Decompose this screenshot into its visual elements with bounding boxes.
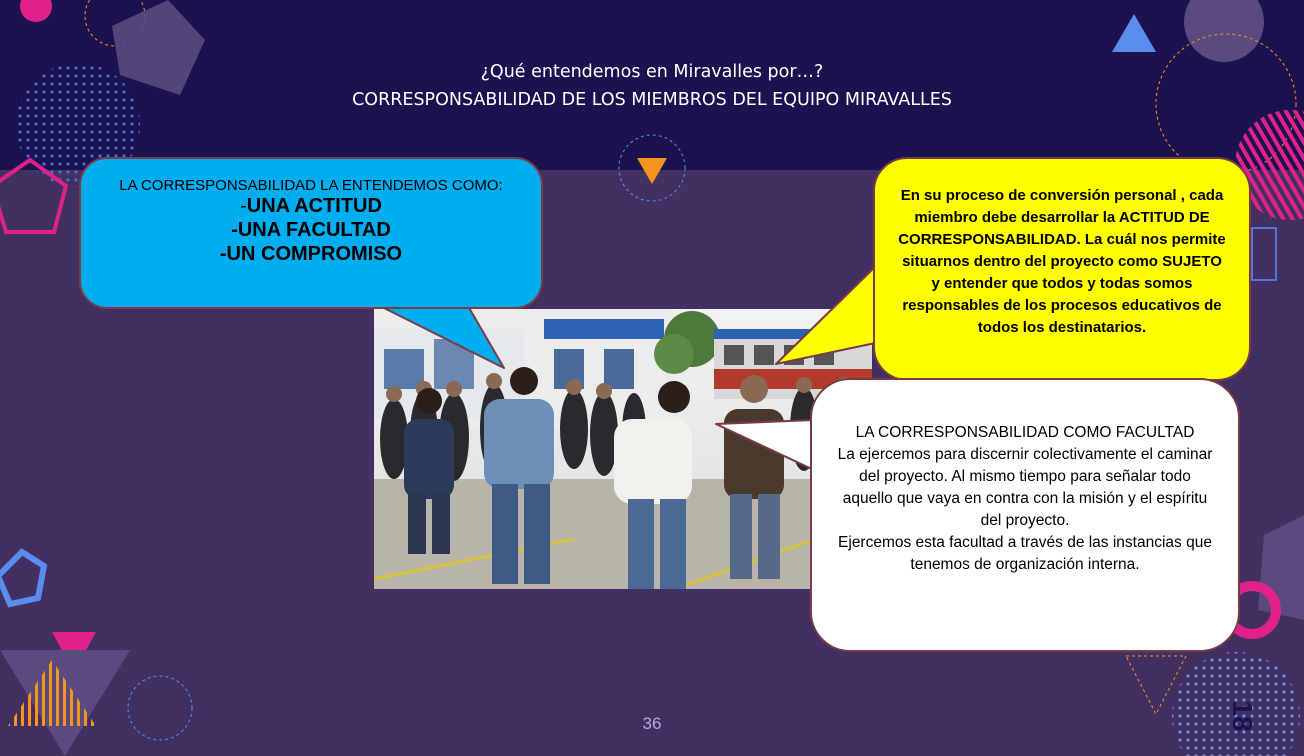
orange-triangle-icon: [637, 158, 667, 184]
corner-number: 18: [1227, 700, 1258, 732]
magenta-dot-icon: [20, 0, 52, 22]
blue-bubble-intro: LA CORRESPONSABILIDAD LA ENTENDEMOS COMO:: [119, 177, 503, 194]
yellow-bubble-text: En su proceso de conversión personal , cada miembro debe desarrollar la ACTITUD DE CORRESPONSABILIDAD. La cuál nos permite situarnos dentro del proyecto como SUJETO y entender que todos y todas somos responsables de los procesos educativos de todos los destinatarios.: [898, 187, 1226, 336]
slide-title: [200, 58, 1104, 114]
item-actitud: -UNA ACTITUD: [240, 195, 382, 217]
speech-bubble-yellow: [873, 157, 1251, 381]
page-number: 36: [642, 714, 662, 733]
group-photo: [374, 309, 872, 589]
blue-triangle-icon: [1112, 14, 1156, 52]
white-bubble-heading: LA CORRESPONSABILIDAD COMO FACULTAD: [855, 424, 1195, 441]
item-compromiso: -UN COMPROMISO: [219, 243, 403, 265]
item-facultad: -UNA FACULTAD: [231, 219, 391, 241]
speech-bubble-blue: [79, 157, 543, 309]
speech-bubble-white: [810, 378, 1240, 652]
title-line-1: ¿Qué entendemos en Miravalles por…?: [480, 62, 824, 82]
white-bubble-body-2: Ejercemos esta facultad a través de las instancias que tenemos de organización interna.: [838, 534, 1212, 573]
title-line-2: CORRESPONSABILIDAD DE LOS MIEMBROS DEL EQUIPO MIRAVALLES: [352, 90, 952, 110]
white-bubble-body-1: La ejercemos para discernir colectivamente el caminar del proyecto. Al mismo tiempo para señalar todo aquello que vaya en contra con la misión y el espíritu del proyecto.: [837, 446, 1213, 529]
